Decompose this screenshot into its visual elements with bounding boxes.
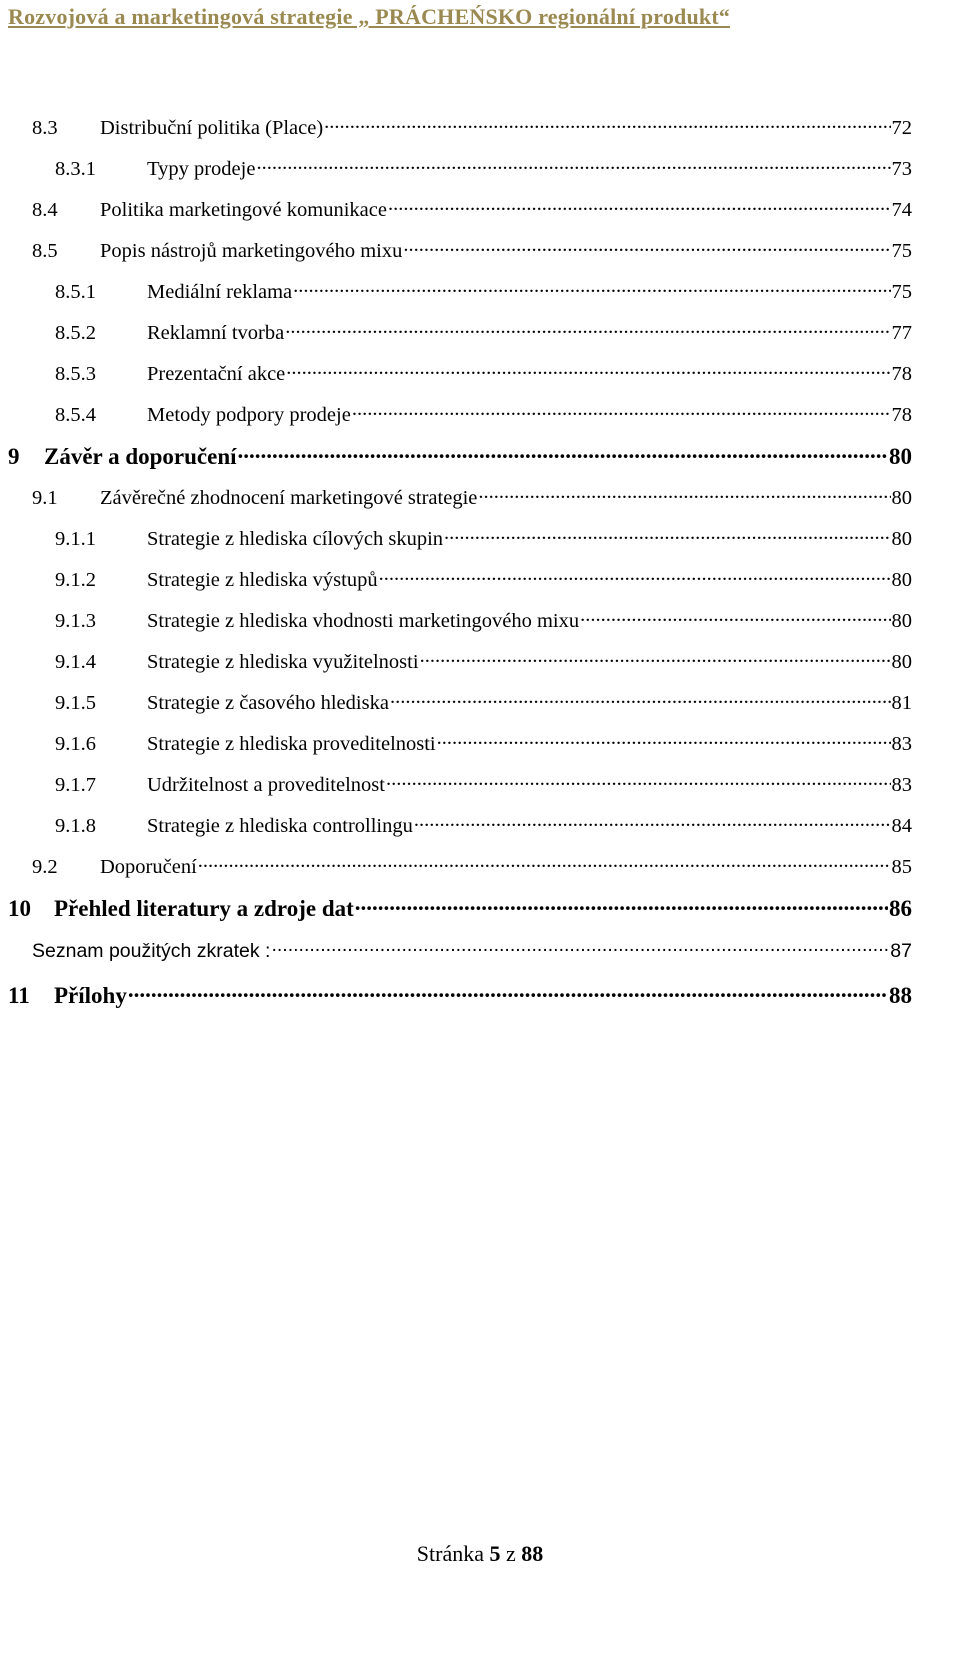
toc-entry[interactable]: [55, 766, 912, 797]
toc-number: 9.1.1: [55, 527, 96, 550]
toc-number: 9.1.7: [55, 773, 96, 796]
toc-title: Popis nástrojů marketingového mixu: [100, 239, 403, 262]
toc-entry[interactable]: [55, 725, 912, 756]
toc-title: Strategie z časového hlediska: [147, 691, 389, 714]
toc-title: Strategie z hlediska proveditelnosti: [147, 732, 436, 755]
toc-number: 8.4: [32, 198, 58, 221]
toc-entry[interactable]: [55, 520, 912, 551]
toc-leader: [293, 273, 890, 298]
toc-number: 11: [8, 982, 30, 1008]
running-header: Rozvojová a marketingová strategie „ PRÁCHEŃSKO regionální produkt“: [8, 4, 731, 29]
toc-title: Seznam použitých zkratek :: [32, 940, 271, 963]
toc-page: 85: [891, 855, 912, 878]
toc-leader: [256, 150, 890, 175]
toc-page: 80: [891, 568, 912, 591]
page-footer: [0, 1541, 960, 1567]
toc-entry[interactable]: [55, 273, 912, 304]
toc-page: 80: [891, 486, 912, 509]
toc-title: Strategie z hlediska využitelnosti: [147, 650, 419, 673]
toc-entry[interactable]: [32, 232, 912, 263]
toc-page: 83: [891, 773, 912, 796]
toc-leader: [388, 191, 891, 216]
total-page-count: 88: [521, 1541, 544, 1566]
toc-leader: [444, 520, 890, 545]
toc-page: 77: [891, 321, 912, 344]
toc-entry[interactable]: [55, 355, 912, 386]
toc-title: Strategie z hlediska controllingu: [147, 814, 413, 837]
toc-page: 86: [889, 895, 912, 921]
toc-number: 9.1: [32, 486, 58, 509]
toc-entry[interactable]: [55, 561, 912, 592]
current-page-number: 5: [489, 1541, 501, 1566]
toc-leader: [271, 934, 889, 957]
toc-leader: [238, 436, 888, 464]
toc-chapter-entry[interactable]: [8, 975, 912, 1009]
toc-number: 9.1.3: [55, 609, 96, 632]
toc-number: 9.1.4: [55, 650, 96, 673]
toc-page: 75: [891, 239, 912, 262]
toc-chapter-entry[interactable]: [8, 436, 912, 470]
toc-number: 8.5: [32, 239, 58, 262]
toc-page: 78: [891, 403, 912, 426]
toc-page: 88: [889, 982, 912, 1008]
toc-entry[interactable]: [55, 150, 912, 181]
toc-leader: [285, 314, 890, 339]
toc-leader: [403, 232, 890, 257]
toc-leader: [352, 396, 891, 421]
toc-leader: [324, 109, 890, 134]
toc-title: Strategie z hlediska výstupů: [147, 568, 378, 591]
toc-number: 10: [8, 895, 31, 921]
toc-number: 9.1.2: [55, 568, 96, 591]
toc-number: 8.5.2: [55, 321, 96, 344]
toc-number: 8.5.4: [55, 403, 96, 426]
toc-leader: [437, 725, 891, 750]
toc-leader: [198, 848, 891, 873]
footer-label: Stránka: [416, 1541, 484, 1566]
toc-leader: [414, 807, 891, 832]
toc-entry[interactable]: [32, 109, 912, 140]
toc-number: 9.2: [32, 855, 58, 878]
toc-page: 73: [891, 157, 912, 180]
toc-title: Mediální reklama: [147, 280, 293, 303]
toc-leader: [379, 561, 891, 586]
toc-entry[interactable]: [55, 684, 912, 715]
toc-number: 9.1.8: [55, 814, 96, 837]
toc-leader: [386, 766, 891, 791]
toc-page: 80: [891, 609, 912, 632]
toc-entry[interactable]: [32, 848, 912, 879]
toc-page: 80: [891, 650, 912, 673]
toc-page: 72: [891, 116, 912, 139]
toc-number: 9: [8, 443, 20, 469]
toc-chapter-entry[interactable]: [8, 888, 912, 922]
toc-title: Strategie z hlediska cílových skupin: [147, 527, 444, 550]
toc-page: 80: [891, 527, 912, 550]
toc-page: 84: [891, 814, 912, 837]
toc-entry[interactable]: [55, 807, 912, 838]
toc-leader: [355, 888, 888, 916]
toc-leader: [286, 355, 890, 380]
toc-entry[interactable]: [55, 314, 912, 345]
toc-number: 8.3.1: [55, 157, 96, 180]
toc-page: 74: [891, 198, 912, 221]
toc-number: 8.3: [32, 116, 58, 139]
toc-entry[interactable]: [32, 479, 912, 510]
toc-leader: [390, 684, 891, 709]
toc-entry[interactable]: [55, 643, 912, 674]
toc-entry[interactable]: [55, 602, 912, 633]
toc-leader: [580, 602, 890, 627]
toc-title: Prezentační akce: [147, 362, 286, 385]
toc-page: 78: [891, 362, 912, 385]
toc-title: Reklamní tvorba: [147, 321, 285, 344]
toc-title: Metody podpory prodeje: [147, 403, 351, 426]
toc-number: 9.1.5: [55, 691, 96, 714]
toc-entry[interactable]: [55, 396, 912, 427]
toc-page: 75: [891, 280, 912, 303]
toc-title: Udržitelnost a proveditelnost: [147, 773, 385, 796]
toc-number: 8.5.3: [55, 362, 96, 385]
toc-title: Doporučení: [100, 855, 197, 878]
toc-title: Politika marketingové komunikace: [100, 198, 387, 221]
toc-title: Závěrečné zhodnocení marketingové strategie: [100, 486, 478, 509]
toc-leader: [420, 643, 891, 668]
toc-title: Závěr a doporučení: [44, 443, 237, 469]
toc-number: 8.5.1: [55, 280, 96, 303]
toc-title: Strategie z hlediska vhodnosti marketingového mixu: [147, 609, 580, 632]
toc-entry-abbreviations[interactable]: [32, 934, 912, 963]
toc-title: Přehled literatury a zdroje dat: [54, 895, 354, 921]
toc-page: 81: [891, 691, 912, 714]
toc-leader: [478, 479, 890, 504]
toc-title: Distribuční politika (Place): [100, 116, 324, 139]
toc-entry[interactable]: [32, 191, 912, 222]
toc-page: 83: [891, 732, 912, 755]
footer-separator: z: [505, 1541, 516, 1566]
toc-page: 80: [889, 443, 912, 469]
toc-number: 9.1.6: [55, 732, 96, 755]
toc-page: 87: [890, 940, 912, 963]
toc-title: Typy prodeje: [147, 157, 256, 180]
toc-title: Přílohy: [54, 982, 127, 1008]
toc-leader: [128, 975, 888, 1003]
